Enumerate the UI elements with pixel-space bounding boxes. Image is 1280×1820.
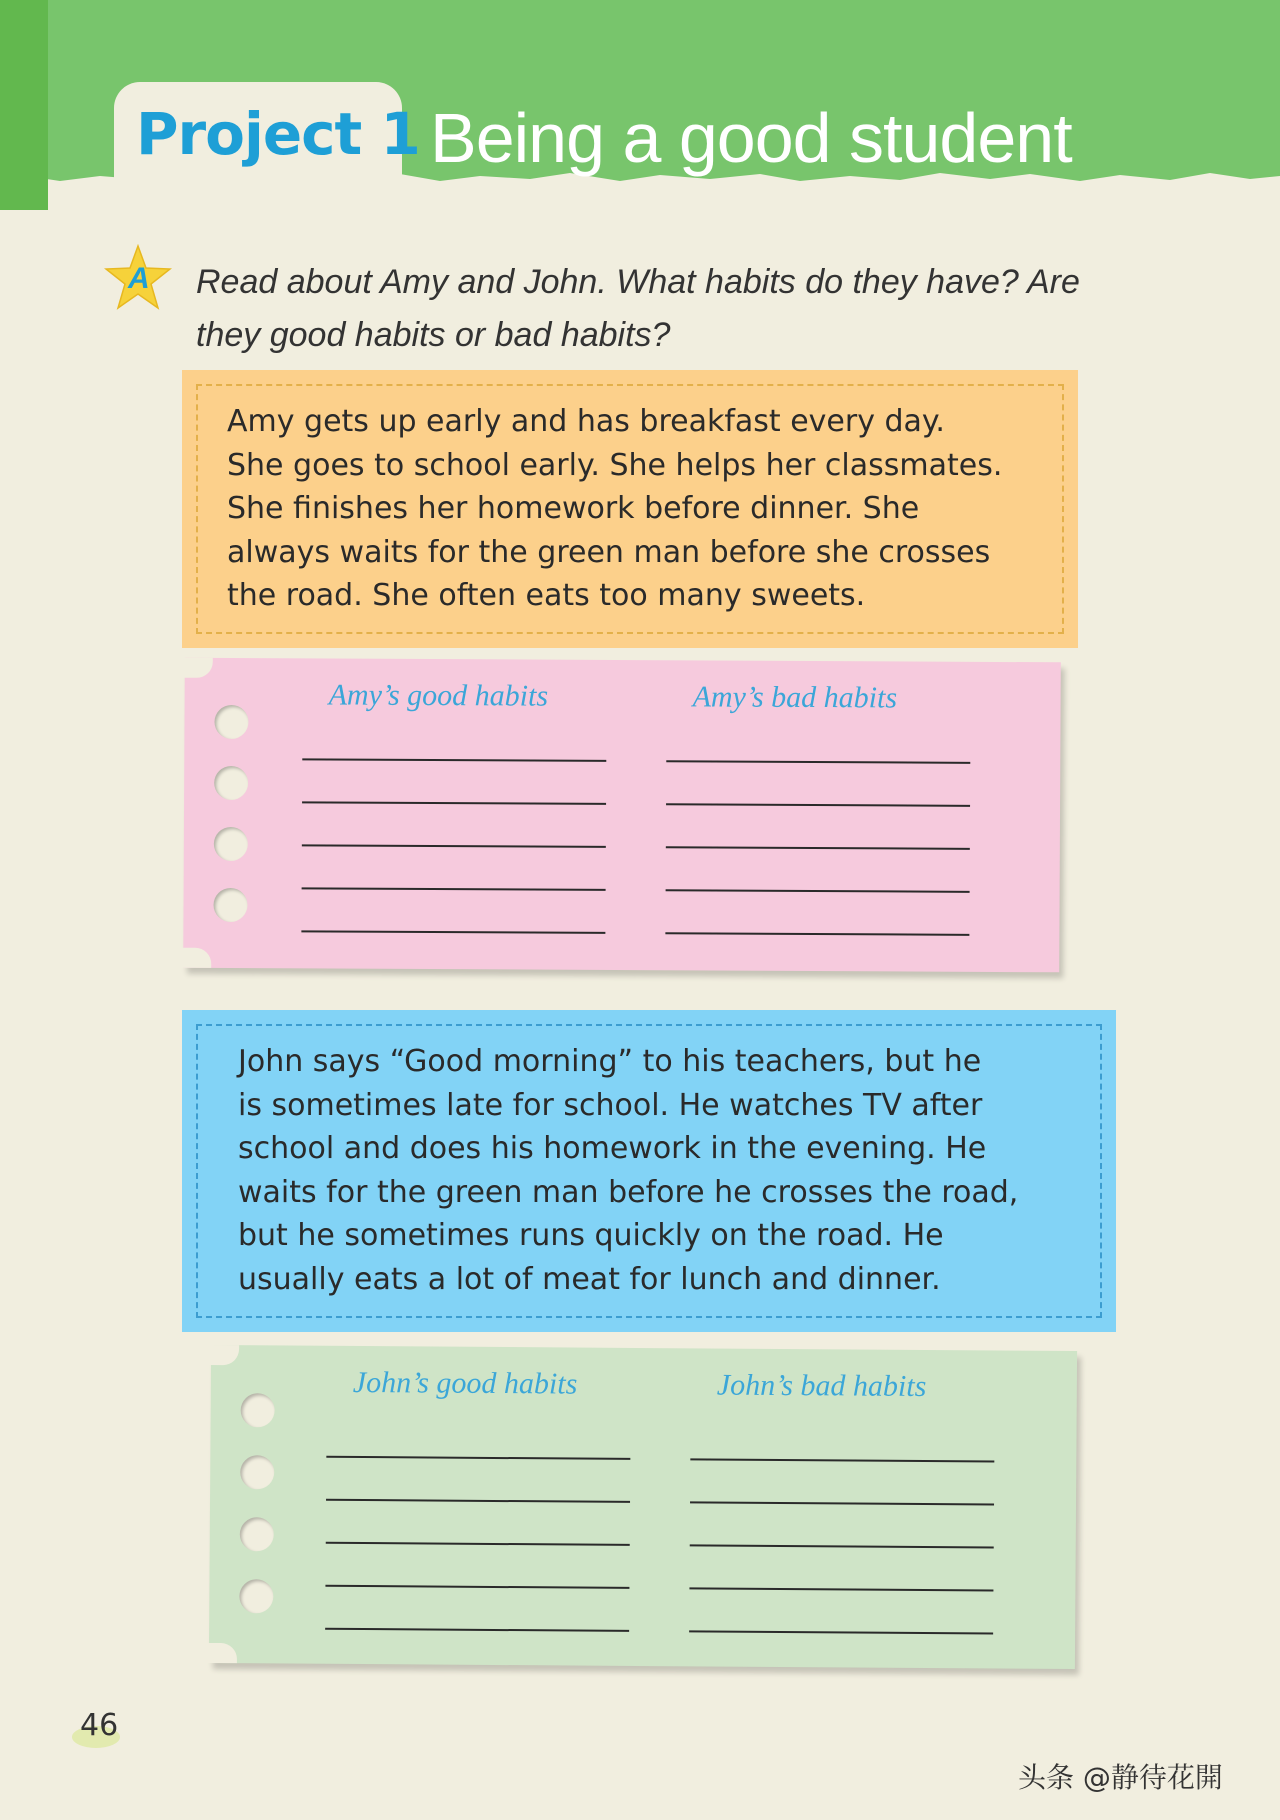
passage-line: She goes to school early. She helps her classmates. <box>227 447 1003 483</box>
passage-line: usually eats a lot of meat for lunch and dinner. <box>238 1261 941 1297</box>
amy-bad-answer-line[interactable] <box>666 803 970 807</box>
page-title: Being a good student <box>430 99 1072 177</box>
john-passage <box>182 1010 1116 1332</box>
amy-bad-answer-line[interactable] <box>666 889 970 893</box>
amy-bad-answer-line[interactable] <box>665 932 969 936</box>
amy-habits-note <box>183 658 1061 973</box>
amy-good-answer-line[interactable] <box>301 930 605 934</box>
passage-line: is sometimes late for school. He watches TV after <box>238 1087 983 1123</box>
amy-passage-text <box>227 400 1057 618</box>
binder-hole <box>240 1455 274 1489</box>
activity-marker: A <box>128 262 150 295</box>
paper-notch <box>181 948 211 968</box>
passage-line: but he sometimes runs quickly on the road. He <box>238 1218 944 1253</box>
john-bad-answer-line[interactable] <box>690 1544 994 1548</box>
john-good-answer-line[interactable] <box>326 1499 630 1503</box>
passage-line: She finishes her homework before dinner. She <box>227 491 920 526</box>
binder-hole <box>214 827 248 861</box>
passage-line: always waits for the green man before she crosses <box>227 534 991 570</box>
passage-line: Amy gets up early and has breakfast every day. <box>227 404 945 439</box>
john-bad-habits-heading: John’s bad habits <box>716 1368 927 1403</box>
john-bad-answer-line[interactable] <box>690 1458 994 1462</box>
john-good-answer-line[interactable] <box>325 1585 629 1589</box>
amy-good-habits-heading: Amy’s good habits <box>328 678 549 713</box>
john-good-answer-line[interactable] <box>326 1456 630 1460</box>
john-bad-answer-line[interactable] <box>690 1501 994 1505</box>
john-good-habits-heading: John’s good habits <box>352 1365 578 1401</box>
john-good-answer-line[interactable] <box>325 1628 629 1632</box>
passage-line: waits for the green man before he crosses the road, <box>238 1174 1019 1210</box>
binder-hole <box>214 705 248 739</box>
john-habits-note <box>209 1345 1077 1669</box>
amy-bad-habits-heading: Amy’s bad habits <box>692 680 898 715</box>
binder-hole <box>239 1579 273 1613</box>
paper-notch <box>207 1643 237 1663</box>
john-bad-answer-line[interactable] <box>689 1630 993 1634</box>
john-good-answer-line[interactable] <box>326 1542 630 1546</box>
binder-hole <box>213 888 247 922</box>
john-passage-text <box>238 1040 1098 1301</box>
amy-good-answer-line[interactable] <box>302 844 606 848</box>
passage-line: school and does his homework in the evening. He <box>238 1131 987 1166</box>
passage-line: John says “Good morning” to his teachers, but he <box>238 1044 982 1079</box>
john-bad-answer-line[interactable] <box>689 1587 993 1591</box>
amy-good-answer-line[interactable] <box>302 801 606 805</box>
instruction-line: they good habits or bad habits? <box>196 316 671 354</box>
banner-edge-strip <box>0 0 48 210</box>
binder-hole <box>240 1517 274 1551</box>
paper-notch <box>209 1345 239 1365</box>
paper-notch <box>183 658 213 678</box>
passage-line: the road. She often eats too many sweets. <box>227 578 866 613</box>
amy-bad-answer-line[interactable] <box>666 846 970 850</box>
amy-passage <box>182 370 1078 648</box>
page-number: 46 <box>80 1708 119 1743</box>
binder-hole <box>214 766 248 800</box>
project-label: Project 1 <box>136 100 420 168</box>
watermark: 头条 @静待花開 <box>1018 1761 1223 1794</box>
binder-hole <box>241 1393 275 1427</box>
amy-bad-answer-line[interactable] <box>666 760 970 764</box>
amy-good-answer-line[interactable] <box>302 887 606 891</box>
activity-instruction <box>196 256 1156 362</box>
instruction-line: Read about Amy and John. What habits do they have? Are <box>196 263 1080 301</box>
amy-good-answer-line[interactable] <box>302 758 606 762</box>
